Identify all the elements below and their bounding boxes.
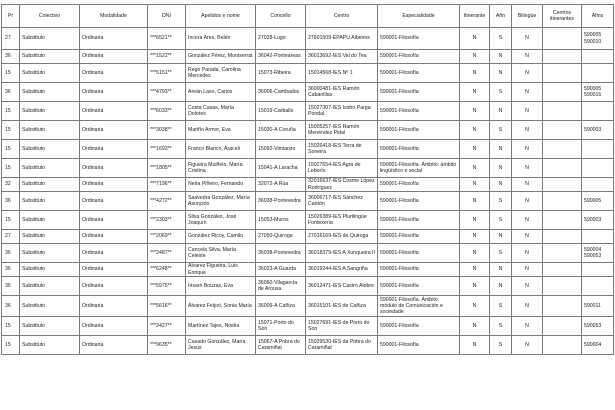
cell-modalidade: Ordinaria: [80, 296, 148, 317]
cell-centros-itinerantes: [543, 140, 582, 159]
cell-centro: 36018379-IES A Xunqueira II: [306, 244, 378, 263]
table-row: [2, 83, 614, 102]
column-header-centro: Centro: [306, 5, 378, 28]
cell-concello: 15092-Vimianzo: [256, 140, 306, 159]
cell-concello: 36038-Pontevedra: [256, 244, 306, 263]
cell-itinerante: N: [460, 263, 490, 277]
cell-nome: Incera Ares, Belén: [186, 28, 256, 50]
cell-pr: 15: [2, 159, 20, 178]
cell-centros-itinerantes: [543, 50, 582, 64]
cell-centro: 15027691-IES de Porto do Son: [306, 317, 378, 336]
column-header-concello: Concello: [256, 5, 306, 28]
cell-itinerante: N: [460, 211, 490, 230]
cell-concello: 36042-Ponteareas: [256, 50, 306, 64]
column-header-itinerante: Itinerante: [460, 5, 490, 28]
cell-pr: 15: [2, 121, 20, 140]
cell-pr: 27: [2, 28, 20, 50]
column-header-centros-itinerantes: Centros itinerantes: [543, 5, 582, 28]
cell-pr: 36: [2, 263, 20, 277]
cell-dni: ***7196**: [148, 178, 186, 192]
table-row: [2, 263, 614, 277]
cell-centro: 36000481-IES Ramón Cabanillas: [306, 83, 378, 102]
cell-bilingue: N: [512, 277, 543, 296]
cell-afin: S: [490, 296, 512, 317]
cell-afins: [582, 50, 614, 64]
cell-dni: ***5151**: [148, 64, 186, 83]
cell-centros-itinerantes: [543, 28, 582, 50]
cell-afins: [582, 263, 614, 277]
cell-centros-itinerantes: [543, 83, 582, 102]
cell-dni: ***2487**: [148, 244, 186, 263]
cell-especialidade: 590001-Filosofía: [378, 336, 460, 355]
cell-pr: 15: [2, 317, 20, 336]
cell-centro: 15027654-IES Agra de Leborís: [306, 159, 378, 178]
table-row: [2, 192, 614, 211]
cell-centro: 36006717-IES Sánchez Cantón: [306, 192, 378, 211]
cell-itinerante: N: [460, 159, 490, 178]
cell-dni: ***4793**: [148, 83, 186, 102]
cell-modalidade: Ordinaria: [80, 28, 148, 50]
cell-bilingue: N: [512, 83, 543, 102]
cell-bilingue: N: [512, 64, 543, 83]
cell-modalidade: Ordinaria: [80, 211, 148, 230]
cell-bilingue: N: [512, 102, 543, 121]
cell-bilingue: N: [512, 296, 543, 317]
cell-centro: 15029530-IES da Pobra do Caramiñal: [306, 336, 378, 355]
table-row: [2, 230, 614, 244]
cell-centros-itinerantes: [543, 192, 582, 211]
cell-afins: [582, 102, 614, 121]
table-row: [2, 64, 614, 83]
cell-especialidade: 590001-Filosofía: [378, 263, 460, 277]
column-header-nome: Apelidos e nome: [186, 5, 256, 28]
cell-afins: [582, 159, 614, 178]
cell-colectivo: Substituto: [20, 192, 80, 211]
cell-centro: 15014568-IES Nº 1: [306, 64, 378, 83]
cell-bilingue: N: [512, 230, 543, 244]
cell-afins: 590053: [582, 317, 614, 336]
cell-centros-itinerantes: [543, 64, 582, 83]
cell-afin: N: [490, 277, 512, 296]
cell-pr: 32: [2, 178, 20, 192]
cell-colectivo: Substituto: [20, 211, 80, 230]
cell-colectivo: Substituto: [20, 244, 80, 263]
cell-colectivo: Substituto: [20, 140, 80, 159]
cell-afins: 590011: [582, 296, 614, 317]
cell-dni: ***1522**: [148, 50, 186, 64]
cell-especialidade: 590001-Filosofía: [378, 244, 460, 263]
cell-itinerante: N: [460, 28, 490, 50]
cell-nome: Martínez Tajes, Noelia: [186, 317, 256, 336]
column-header-afin: Afín: [490, 5, 512, 28]
cell-especialidade: 590001-Filosofía: [378, 28, 460, 50]
cell-afin: N: [490, 178, 512, 192]
cell-especialidade: 590001-Filosofía: [378, 277, 460, 296]
cell-afin: S: [490, 211, 512, 230]
cell-centros-itinerantes: [543, 230, 582, 244]
cell-afin: N: [490, 140, 512, 159]
table-row: [2, 50, 614, 64]
cell-concello: 27028-Lugo: [256, 28, 306, 50]
cell-modalidade: Ordinaria: [80, 317, 148, 336]
table-row: [2, 211, 614, 230]
cell-afin: N: [490, 50, 512, 64]
cell-itinerante: N: [460, 317, 490, 336]
cell-bilingue: N: [512, 140, 543, 159]
cell-modalidade: Ordinaria: [80, 140, 148, 159]
cell-colectivo: Substituto: [20, 263, 80, 277]
cell-colectivo: Substituto: [20, 277, 80, 296]
column-header-afins: Afins: [582, 5, 614, 28]
cell-pr: 36: [2, 244, 20, 263]
cell-dni: ***1805**: [148, 159, 186, 178]
cell-dni: ***5616**: [148, 296, 186, 317]
cell-concello: 36038-Pontevedra: [256, 192, 306, 211]
cell-dni: ***6033**: [148, 102, 186, 121]
cell-concello: 15030-A Coruña: [256, 121, 306, 140]
cell-afins: 590005: [582, 192, 614, 211]
column-header-modalidade: Modalidade: [80, 5, 148, 28]
cell-afin: S: [490, 28, 512, 50]
cell-centros-itinerantes: [543, 277, 582, 296]
cell-pr: 36: [2, 277, 20, 296]
cell-afin: N: [490, 230, 512, 244]
cell-centro: 15027307-IES Isidro Parga Pondal: [306, 102, 378, 121]
cell-afin: S: [490, 192, 512, 211]
cell-especialidade: 590001-Filosofía. Ámbito: ámbito lingüístico e social: [378, 159, 460, 178]
table-row: [2, 28, 614, 50]
cell-nome: Mariño Armor, Eva: [186, 121, 256, 140]
cell-centro: 32016637-IES Cosme López Rodríguez: [306, 178, 378, 192]
cell-nome: Saavedra González, María Asunción: [186, 192, 256, 211]
cell-nome: Figueira Muiñelo, María Cristina: [186, 159, 256, 178]
cell-itinerante: N: [460, 192, 490, 211]
cell-bilingue: N: [512, 336, 543, 355]
cell-colectivo: Substituto: [20, 50, 80, 64]
cell-nome: Silva González, José Joaquín: [186, 211, 256, 230]
cell-centros-itinerantes: [543, 178, 582, 192]
cell-concello: 15067-A Pobra do Caramiñal: [256, 336, 306, 355]
cell-colectivo: Substituto: [20, 317, 80, 336]
cell-nome: González Ricoy, Camilo: [186, 230, 256, 244]
cell-colectivo: Substituto: [20, 28, 80, 50]
cell-nome: González Pérez, Montserrat: [186, 50, 256, 64]
cell-colectivo: Substituto: [20, 121, 80, 140]
cell-centro: 15026389-IES Plurilingüe Fontexería: [306, 211, 378, 230]
cell-especialidade: 590001-Filosofía: [378, 83, 460, 102]
column-header-colectivo: Colectivo: [20, 5, 80, 28]
cell-modalidade: Ordinaria: [80, 83, 148, 102]
cell-centro: 36012471-IES Castro Alobre: [306, 277, 378, 296]
cell-itinerante: N: [460, 336, 490, 355]
cell-bilingue: N: [512, 244, 543, 263]
cell-pr: 15: [2, 64, 20, 83]
column-header-pr: Pr: [2, 5, 20, 28]
cell-dni: ***1693**: [148, 140, 186, 159]
cell-modalidade: Ordinaria: [80, 277, 148, 296]
cell-modalidade: Ordinaria: [80, 192, 148, 211]
cell-nome: Areán Laso, Carlos: [186, 83, 256, 102]
cell-especialidade: 590001-Filosofía: [378, 140, 460, 159]
column-header-dni: DNI: [148, 5, 186, 28]
cell-dni: ***5975**: [148, 277, 186, 296]
table-row: [2, 277, 614, 296]
cell-centros-itinerantes: [543, 336, 582, 355]
cell-colectivo: Substituto: [20, 296, 80, 317]
cell-modalidade: Ordinaria: [80, 121, 148, 140]
cell-nome: Álvarez Figueira, Luis Enrique: [186, 263, 256, 277]
cell-afins: [582, 140, 614, 159]
cell-bilingue: N: [512, 50, 543, 64]
cell-modalidade: Ordinaria: [80, 50, 148, 64]
cell-afins: 590004 590053: [582, 244, 614, 263]
cell-centros-itinerantes: [543, 317, 582, 336]
cell-afin: N: [490, 64, 512, 83]
cell-nome: Neira Piñeiro, Fernando: [186, 178, 256, 192]
cell-centro: 36015101-IES de Cañiza: [306, 296, 378, 317]
cell-especialidade: 590001-Filosofía: [378, 178, 460, 192]
cell-colectivo: Substituto: [20, 178, 80, 192]
cell-bilingue: N: [512, 28, 543, 50]
cell-nome: Cancela Silva, María Celeste: [186, 244, 256, 263]
cell-colectivo: Substituto: [20, 64, 80, 83]
cell-itinerante: N: [460, 296, 490, 317]
cell-concello: 27050-Quiroga: [256, 230, 306, 244]
cell-centro: 15026418-IES Terra de Soneira: [306, 140, 378, 159]
table-row: [2, 336, 614, 355]
cell-modalidade: Ordinaria: [80, 102, 148, 121]
assignments-table: [1, 4, 614, 355]
table-row: [2, 317, 614, 336]
cell-dni: ***9635**: [148, 336, 186, 355]
cell-bilingue: N: [512, 263, 543, 277]
cell-itinerante: N: [460, 121, 490, 140]
cell-itinerante: N: [460, 140, 490, 159]
cell-afin: S: [490, 244, 512, 263]
cell-dni: ***2427**: [148, 317, 186, 336]
cell-centro: 36019244-IES A Sangriña: [306, 263, 378, 277]
cell-centros-itinerantes: [543, 102, 582, 121]
cell-afin: S: [490, 83, 512, 102]
cell-itinerante: N: [460, 277, 490, 296]
cell-centros-itinerantes: [543, 263, 582, 277]
cell-afins: [582, 277, 614, 296]
cell-concello: 32072-A Rúa: [256, 178, 306, 192]
cell-afins: [582, 64, 614, 83]
cell-modalidade: Ordinaria: [80, 159, 148, 178]
column-header-especialidade: Especialidade: [378, 5, 460, 28]
cell-concello: 15019-Carballo: [256, 102, 306, 121]
cell-bilingue: N: [512, 317, 543, 336]
cell-concello: 15053-Muros: [256, 211, 306, 230]
cell-colectivo: Substituto: [20, 230, 80, 244]
cell-modalidade: Ordinaria: [80, 244, 148, 263]
cell-dni: ***2303**: [148, 211, 186, 230]
cell-pr: 15: [2, 102, 20, 121]
cell-concello: 36023-A Guarda: [256, 263, 306, 277]
cell-especialidade: 590001-Filosofía: [378, 121, 460, 140]
cell-afins: 590003: [582, 121, 614, 140]
cell-centro: 27601509-EPAPU Albeiros: [306, 28, 378, 50]
cell-centros-itinerantes: [543, 121, 582, 140]
cell-itinerante: N: [460, 178, 490, 192]
cell-colectivo: Substituto: [20, 336, 80, 355]
cell-centro: 27016169-IES de Quiroga: [306, 230, 378, 244]
cell-colectivo: Substituto: [20, 159, 80, 178]
cell-colectivo: Substituto: [20, 83, 80, 102]
cell-itinerante: N: [460, 83, 490, 102]
cell-dni: ***6248**: [148, 263, 186, 277]
cell-especialidade: 590001-Filosofía: [378, 102, 460, 121]
cell-modalidade: Ordinaria: [80, 263, 148, 277]
cell-dni: ***6521**: [148, 28, 186, 50]
cell-centros-itinerantes: [543, 159, 582, 178]
cell-afin: S: [490, 317, 512, 336]
cell-afin: S: [490, 121, 512, 140]
cell-afins: [582, 178, 614, 192]
table-row: [2, 140, 614, 159]
cell-concello: 36006-Cambados: [256, 83, 306, 102]
cell-itinerante: N: [460, 230, 490, 244]
table-row: [2, 102, 614, 121]
cell-bilingue: N: [512, 178, 543, 192]
cell-pr: 36: [2, 83, 20, 102]
cell-afin: S: [490, 336, 512, 355]
cell-concello: 15073-Ribeira: [256, 64, 306, 83]
cell-especialidade: 590001-Filosofía: [378, 211, 460, 230]
cell-afin: N: [490, 263, 512, 277]
cell-itinerante: N: [460, 244, 490, 263]
cell-itinerante: N: [460, 64, 490, 83]
cell-nome: Irisarri Bouzas, Eva: [186, 277, 256, 296]
cell-afin: N: [490, 102, 512, 121]
cell-modalidade: Ordinaria: [80, 178, 148, 192]
cell-centros-itinerantes: [543, 244, 582, 263]
cell-concello: 36009-A Cañiza: [256, 296, 306, 317]
cell-nome: Franco Blanco, Araceli: [186, 140, 256, 159]
cell-especialidade: 590001-Filosofía: [378, 50, 460, 64]
cell-afins: 590003: [582, 211, 614, 230]
cell-nome: Casado González, María Jesús: [186, 336, 256, 355]
table-row: [2, 178, 614, 192]
cell-afins: 590005 590010: [582, 28, 614, 50]
cell-itinerante: N: [460, 102, 490, 121]
cell-pr: 15: [2, 140, 20, 159]
cell-modalidade: Ordinaria: [80, 230, 148, 244]
cell-pr: 15: [2, 336, 20, 355]
cell-pr: 27: [2, 230, 20, 244]
table-row: [2, 244, 614, 263]
cell-itinerante: N: [460, 50, 490, 64]
cell-centro: 36013692-IES Val do Tea: [306, 50, 378, 64]
cell-pr: 36: [2, 192, 20, 211]
cell-especialidade: 590001-Filosofía. Ámbito: módulo de Comunicación e sociedade: [378, 296, 460, 317]
cell-pr: 36: [2, 296, 20, 317]
cell-modalidade: Ordinaria: [80, 64, 148, 83]
cell-nome: Rego Parada, Carolina Mercedes: [186, 64, 256, 83]
table-body: [2, 28, 614, 355]
cell-centros-itinerantes: [543, 296, 582, 317]
cell-afins: [582, 230, 614, 244]
table-row: [2, 296, 614, 317]
cell-colectivo: Substituto: [20, 102, 80, 121]
cell-bilingue: N: [512, 192, 543, 211]
cell-nome: Álvarez Feijoó, Sonia María: [186, 296, 256, 317]
cell-concello: 15041-A Laracha: [256, 159, 306, 178]
cell-pr: 15: [2, 211, 20, 230]
cell-nome: Costa Casas, María Dolores: [186, 102, 256, 121]
cell-especialidade: 590001-Filosofía: [378, 317, 460, 336]
cell-afins: 590004: [582, 336, 614, 355]
cell-modalidade: Ordinaria: [80, 336, 148, 355]
table-row: [2, 121, 614, 140]
cell-concello: 15071-Porto do Son: [256, 317, 306, 336]
cell-dni: ***4272**: [148, 192, 186, 211]
cell-bilingue: N: [512, 211, 543, 230]
cell-afins: 590005 590016: [582, 83, 614, 102]
table-row: [2, 159, 614, 178]
table-header-row: [2, 5, 614, 28]
cell-dni: ***3038**: [148, 121, 186, 140]
cell-bilingue: N: [512, 121, 543, 140]
cell-dni: ***2069**: [148, 230, 186, 244]
cell-especialidade: 590001-Filosofía: [378, 230, 460, 244]
column-header-bilingue: Bilingüe: [512, 5, 543, 28]
cell-bilingue: N: [512, 159, 543, 178]
cell-centro: 15005257-IES Ramón Menéndez Pidal: [306, 121, 378, 140]
cell-especialidade: 590001-Filosofía: [378, 192, 460, 211]
cell-centros-itinerantes: [543, 211, 582, 230]
cell-pr: 36: [2, 50, 20, 64]
cell-concello: 36060-Vilagarcía de Arousa: [256, 277, 306, 296]
cell-afin: N: [490, 159, 512, 178]
cell-especialidade: 590001-Filosofía: [378, 64, 460, 83]
